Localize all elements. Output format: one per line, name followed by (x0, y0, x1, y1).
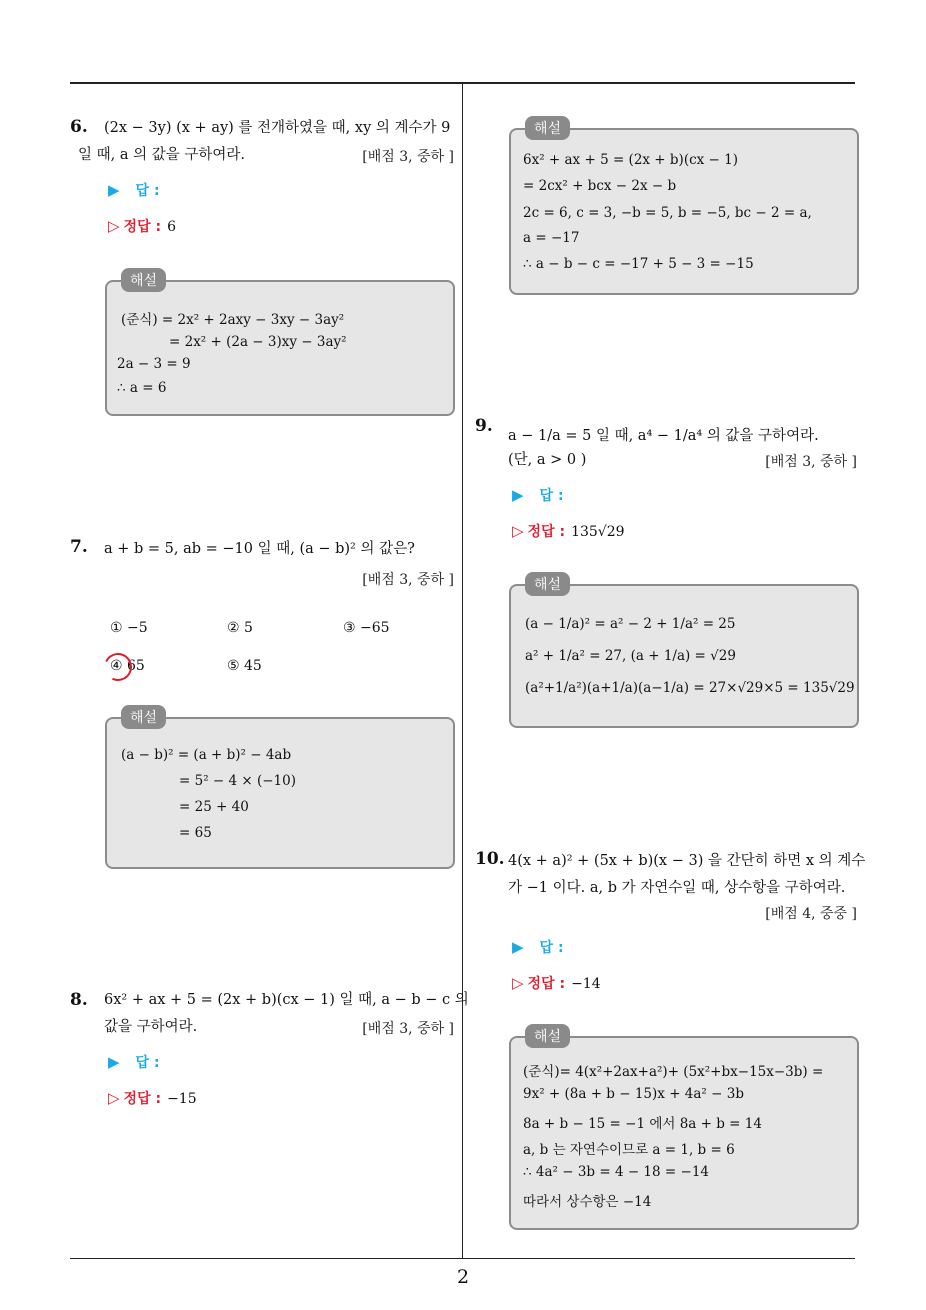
q8-text-line2: 값을 구하여라. (104, 1019, 198, 1035)
q8-solution-line: = 2cx² + bcx − 2x − b (523, 178, 677, 194)
q9-correct-answer: 135√29 (571, 524, 625, 540)
q8-solution-line: 2c = 6, c = 3, −b = 5, b = −5, bc − 2 = a, (523, 205, 812, 221)
q10-solution-line: a, b 는 자연수이므로 a = 1, b = 6 (523, 1142, 735, 1158)
q6-number: 6. (70, 117, 88, 137)
answer-label: 답 : (539, 488, 564, 504)
q6-solution-line: 2a − 3 = 9 (117, 356, 191, 372)
answer-label: 답 : (539, 940, 564, 956)
q8-correct-answer: −15 (167, 1091, 197, 1107)
q9-text-line2: (단, a > 0 ) (508, 452, 587, 468)
q10-correct-answer: −14 (571, 976, 601, 992)
column-divider (462, 83, 463, 1258)
q10-text-line1: 4(x + a)² + (5x + b)(x − 3) 을 간단히 하면 x 의 계수 (508, 853, 866, 869)
q8-text-line1: 6x² + ax + 5 = (2x + b)(cx − 1) 일 때, a − b − c 의 (104, 992, 469, 1008)
bottom-rule (70, 1258, 855, 1259)
q10-solution-line: 8a + b − 15 = −1 에서 8a + b = 14 (523, 1116, 762, 1132)
solid-triangle-icon: ▶ (512, 486, 524, 504)
q10-text-line2: 가 −1 이다. a, b 가 자연수일 때, 상수항을 구하여라. (508, 880, 846, 896)
q6-solution-line: (준식) = 2x² + 2axy − 3xy − 3ay² (121, 312, 345, 328)
q7-solution-box (105, 710, 455, 869)
q7-solution-line: = 25 + 40 (179, 799, 249, 815)
q10-solution-line: 따라서 상수항은 −14 (523, 1194, 652, 1210)
solid-triangle-icon: ▶ (108, 181, 120, 199)
q8-solution-box (509, 121, 859, 295)
q8-score: [배점 3, 중하 ] (362, 1021, 454, 1037)
q8-solution-line: a = −17 (523, 230, 580, 246)
q6-correct-answer: 6 (167, 219, 176, 235)
q6-text-line1: (2x − 3y) (x + ay) 를 전개하였을 때, xy 의 계수가 9 (104, 120, 451, 136)
q8-answer-row[interactable] (108, 1052, 160, 1072)
solid-triangle-icon: ▶ (108, 1053, 120, 1071)
explain-tag: 해설 (525, 572, 570, 596)
q9-number: 9. (475, 416, 493, 436)
explain-tag: 해설 (525, 116, 570, 140)
q9-solution-line: a² + 1/a² = 27, (a + 1/a) = √29 (525, 648, 736, 664)
q7-solution-line: = 65 (179, 825, 212, 841)
q10-score: [배점 4, 중중 ] (765, 906, 857, 922)
q6-correct-row (108, 216, 176, 236)
correct-label: 정답 : (527, 524, 566, 540)
q8-number: 8. (70, 990, 88, 1010)
q7-text-line1: a + b = 5, ab = −10 일 때, (a − b)² 의 값은? (104, 541, 415, 557)
q7-choice-1[interactable]: ① −5 (110, 620, 148, 636)
q7-choice-2[interactable]: ② 5 (227, 620, 253, 636)
q6-score: [배점 3, 중하 ] (362, 149, 454, 165)
q6-solution-line: = 2x² + (2a − 3)xy − 3ay² (169, 334, 347, 350)
q9-answer-row[interactable] (512, 485, 564, 505)
q6-solution-box (105, 273, 455, 416)
explain-tag: 해설 (525, 1024, 570, 1048)
q9-score: [배점 3, 중하 ] (765, 454, 857, 470)
selected-answer-circle-icon (100, 649, 136, 685)
q6-text-line2: 일 때, a 의 값을 구하여라. (78, 147, 245, 163)
q6-solution-line: ∴ a = 6 (117, 380, 167, 396)
explain-tag: 해설 (121, 268, 166, 292)
q10-solution-box (509, 1029, 859, 1230)
correct-label: 정답 : (527, 976, 566, 992)
q7-number: 7. (70, 537, 88, 557)
answer-label: 답 : (135, 1055, 160, 1071)
q9-solution-box (509, 577, 859, 728)
correct-label: 정답 : (123, 1091, 162, 1107)
q8-solution-line: ∴ a − b − c = −17 + 5 − 3 = −15 (523, 256, 754, 272)
open-triangle-icon: ▷ (512, 974, 524, 992)
open-triangle-icon: ▷ (512, 522, 524, 540)
correct-label: 정답 : (123, 219, 162, 235)
q10-answer-row[interactable] (512, 937, 564, 957)
q10-solution-line: 9x² + (8a + b − 15)x + 4a² − 3b (523, 1086, 744, 1102)
q7-solution-line: = 5² − 4 × (−10) (179, 773, 297, 789)
solid-triangle-icon: ▶ (512, 938, 524, 956)
page-number: 2 (456, 1266, 470, 1288)
q7-choice-3[interactable]: ③ −65 (343, 620, 390, 636)
q10-number: 10. (475, 849, 505, 869)
q8-correct-row (108, 1088, 197, 1108)
q7-choice-5[interactable]: ⑤ 45 (227, 658, 262, 674)
q9-solution-line: (a²+1/a²)(a+1/a)(a−1/a) = 27×√29×5 = 135√29 (525, 680, 855, 696)
q7-score: [배점 3, 중하 ] (362, 572, 454, 588)
open-triangle-icon: ▷ (108, 1089, 120, 1107)
q6-answer-row[interactable] (108, 180, 160, 200)
open-triangle-icon: ▷ (108, 217, 120, 235)
q9-solution-line: (a − 1/a)² = a² − 2 + 1/a² = 25 (525, 616, 736, 632)
q8-solution-line: 6x² + ax + 5 = (2x + b)(cx − 1) (523, 152, 739, 168)
q7-choice-4[interactable]: ④ 65 (110, 658, 145, 674)
q9-correct-row (512, 521, 625, 541)
answer-label: 답 : (135, 183, 160, 199)
q10-solution-line: (준식)= 4(x²+2ax+a²)+ (5x²+bx−15x−3b) = (523, 1064, 824, 1080)
q10-correct-row (512, 973, 601, 993)
q7-solution-line: (a − b)² = (a + b)² − 4ab (121, 747, 292, 763)
q10-solution-line: ∴ 4a² − 3b = 4 − 18 = −14 (523, 1164, 709, 1180)
explain-tag: 해설 (121, 705, 166, 729)
q9-text-line1: a − 1/a = 5 일 때, a⁴ − 1/a⁴ 의 값을 구하여라. (508, 428, 819, 444)
